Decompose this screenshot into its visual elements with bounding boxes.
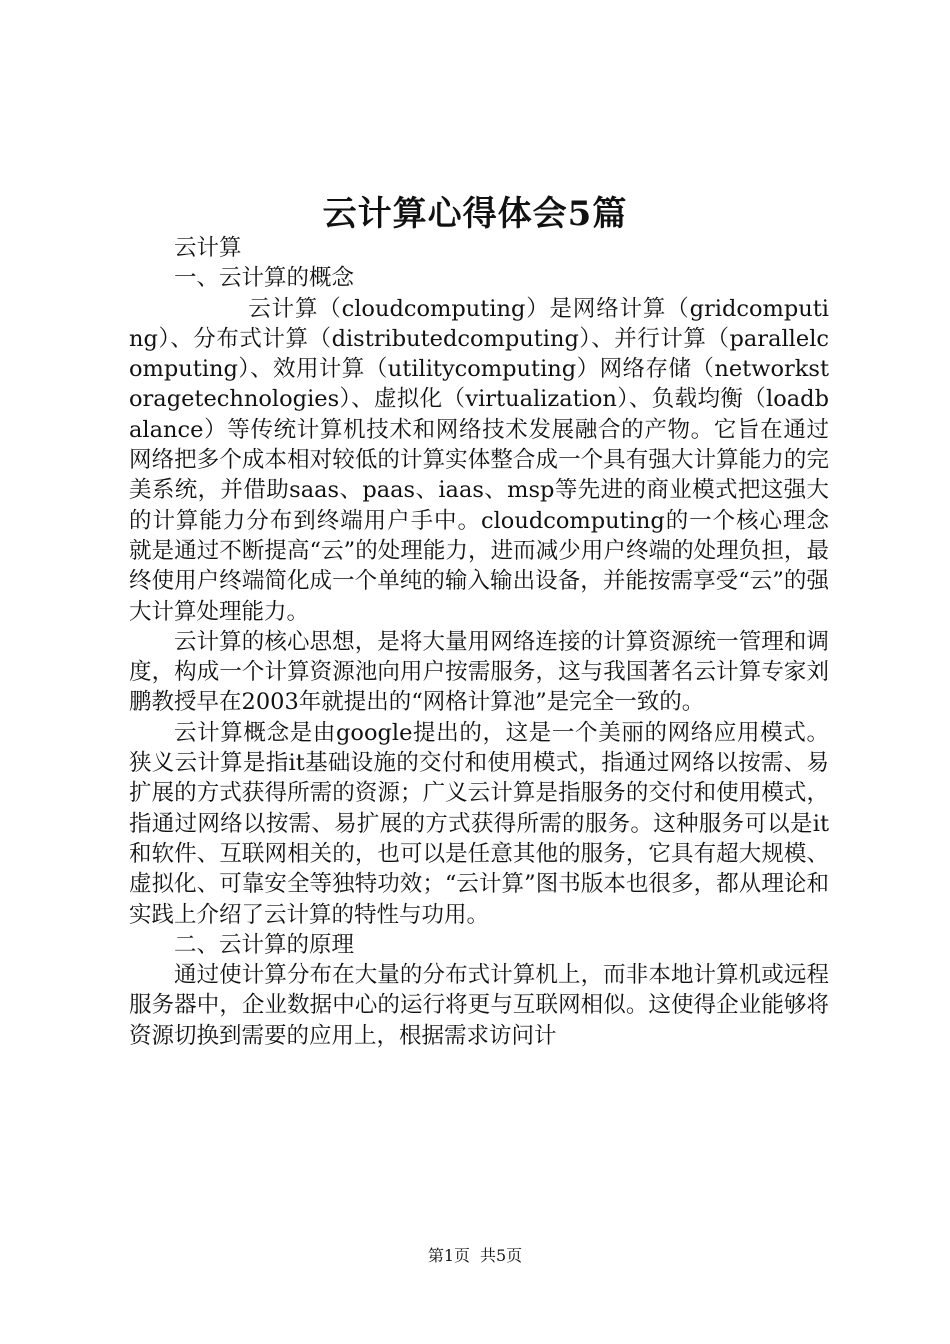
section-heading-concept: 一、云计算的概念: [174, 265, 355, 292]
page-number: 第1页: [427, 1246, 470, 1265]
page-footer: [0, 1243, 950, 1266]
document-body: [129, 233, 829, 1051]
page-total: 共5页: [480, 1246, 523, 1265]
section-heading-principle: 二、云计算的原理: [174, 931, 355, 958]
paragraph-principle: 通过使计算分布在大量的分布式计算机上，而非本地计算机或远程服务器中，企业数据中心的运行将更与互联网相似。这使得企业能够将资源切换到需要的应用上，根据需求访问计: [129, 962, 829, 1049]
section-label: 云计算: [174, 235, 242, 261]
paragraph-google-origin: 云计算概念是由google提出的，这是一个美丽的网络应用模式。狭义云计算是指it基础设施的交付和使用模式，指通过网络以按需、易扩展的方式获得所需的资源；广义云计算是指服务的交付和使用模式，指通过网络以按需、易扩展的方式获得所需的服务。这种服务可以是it和软件、互联网相关的，也可以是任意其他的服务，它具有超大规模、虚拟化、可靠安全等独特功效；“云计算”图书版本也很多，都从理论和实践上介绍了云计算的特性与功用。: [129, 719, 829, 928]
document-title: 云计算心得体会5篇: [322, 194, 628, 234]
paragraph-core-idea: 云计算的核心思想，是将大量用网络连接的计算资源统一管理和调度，构成一个计算资源池向用户按需服务，这与我国著名云计算专家刘鹏教授早在2003年就提出的“网格计算池”是完全一致的。: [129, 628, 829, 716]
paragraph-definition: 云计算（cloudcomputing）是网络计算（gridcomputing）、分布式计算（distributedcomputing）、并行计算（parallelcomputing）、效用计算（utilitycomputing）网络存储（networkstoragetechnologies）、虚拟化（virtualization）、负载均衡（loadbalance）等传统计算机技术和网络技术发展融合的产物。它旨在通过网络把多个成本相对较低的计算实体整合成一个具有强大计算能力的完美系统，并借助saas、paas、iaas、msp等先进的商业模式把这强大的计算能力分布到终端用户手中。cloudcomputing的一个核心理念就是通过不断提高“云”的处理能力，进而减少用户终端的处理负担，最终使用户终端简化成一个单纯的输入输出设备，并能按需享受“云”的强大计算处理能力。: [129, 295, 829, 625]
